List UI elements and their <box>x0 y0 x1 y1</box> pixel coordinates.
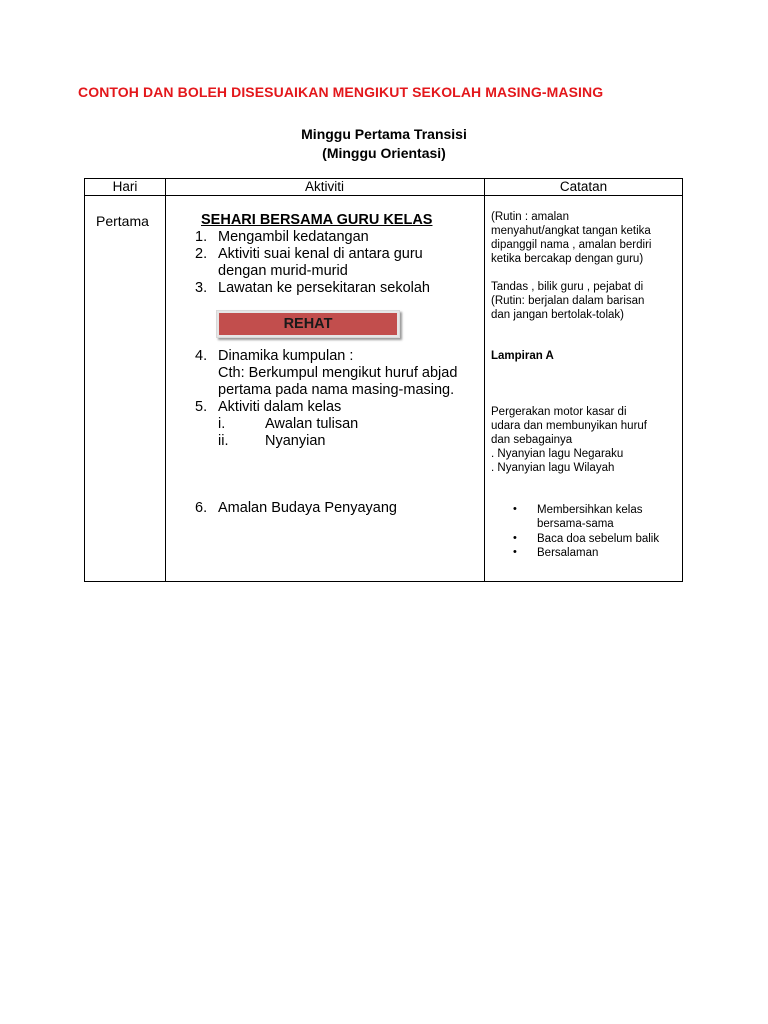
activity-number: 5. <box>195 399 208 415</box>
header-aktiviti: Aktiviti <box>304 179 344 194</box>
activity-number: 2. <box>195 246 208 262</box>
note-line: dipanggil nama , amalan berdiri <box>491 239 652 251</box>
day-cell: Pertama <box>96 213 149 229</box>
note-line: . Nyanyian lagu Negaraku <box>491 448 624 460</box>
column-divider <box>165 179 166 581</box>
page-subtitle: (Minggu Orientasi) <box>322 145 446 161</box>
lampiran-label: Lampiran A <box>491 350 554 362</box>
activity-item: Aktiviti suai kenal di antara guru <box>218 246 423 262</box>
page-title: Minggu Pertama Transisi <box>301 126 467 142</box>
activity-item: Dinamika kumpulan : <box>218 348 354 364</box>
bullet-icon: • <box>513 546 517 558</box>
rehat-banner: REHAT <box>216 310 400 338</box>
activity-item-continued: Cth: Berkumpul mengikut huruf abjad <box>218 365 458 381</box>
note-line: . Nyanyian lagu Wilayah <box>491 462 615 474</box>
activity-number: 4. <box>195 348 208 364</box>
note-line: menyahut/angkat tangan ketika <box>491 225 651 237</box>
activity-item: Aktiviti dalam kelas <box>218 399 342 415</box>
activity-item-continued: dengan murid-murid <box>218 263 348 279</box>
note-line: udara dan membunyikan huruf <box>491 420 647 432</box>
schedule-table <box>84 178 683 582</box>
activity-number: 1. <box>195 229 208 245</box>
bullet-item: Baca doa sebelum balik <box>537 533 660 545</box>
note-line: dan jangan bertolak-tolak) <box>491 309 624 321</box>
column-divider <box>484 179 485 581</box>
activity-item-continued: pertama pada nama masing-masing. <box>218 382 455 398</box>
notice-heading: CONTOH DAN BOLEH DISESUAIKAN MENGIKUT SEKOLAH MASING-MASING <box>78 84 604 100</box>
activity-item: Mengambil kedatangan <box>218 229 369 245</box>
activity-number: 3. <box>195 280 208 296</box>
header-divider <box>85 195 682 196</box>
note-line: ketika bercakap dengan guru) <box>491 253 644 265</box>
bullet-icon: • <box>513 532 517 544</box>
bullet-item-continued: bersama-sama <box>537 518 614 530</box>
sub-activity-item: Awalan tulisan <box>265 416 359 432</box>
activity-number: 6. <box>195 500 208 516</box>
activity-item: Amalan Budaya Penyayang <box>218 500 397 516</box>
activity-item: Lawatan ke persekitaran sekolah <box>218 280 430 296</box>
activity-title: SEHARI BERSAMA GURU KELAS <box>201 212 433 228</box>
sub-activity-number: ii. <box>218 433 229 449</box>
bullet-item: Bersalaman <box>537 547 599 559</box>
sub-activity-item: Nyanyian <box>265 433 326 449</box>
sub-activity-number: i. <box>218 416 226 432</box>
bullet-item: Membersihkan kelas <box>537 504 643 516</box>
header-hari: Hari <box>112 179 138 194</box>
header-catatan: Catatan <box>559 179 608 194</box>
note-line: (Rutin: berjalan dalam barisan <box>491 295 645 307</box>
bullet-icon: • <box>513 503 517 515</box>
note-line: dan sebagainya <box>491 434 573 446</box>
note-line: Tandas , bilik guru , pejabat di <box>491 281 644 293</box>
note-line: (Rutin : amalan <box>491 211 569 223</box>
note-line: Pergerakan motor kasar di <box>491 406 627 418</box>
